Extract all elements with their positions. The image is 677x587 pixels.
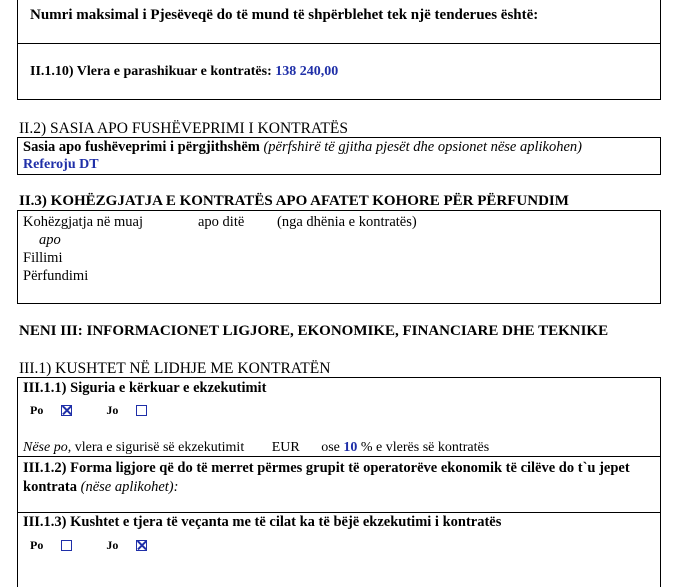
estimated-value-row — [30, 64, 338, 80]
guarantee-percent-suffix: % e vlerës së kontratës — [360, 440, 490, 455]
scope-hint: (përfshirë të gjitha pjesët dhe opsionet nëse aplikohen) — [263, 139, 582, 155]
divider-iii12 — [18, 456, 660, 457]
legal-form-block — [23, 459, 653, 497]
legal-form-title: III.1.2) Forma ligjore që do të merret përmes grupit të operatorëve ekonomik të cilëve do t`u jepet kontrata — [23, 460, 630, 495]
from-award-label: (nga dhënia e kontratës) — [277, 214, 417, 230]
part-iii-title: NENI III: INFORMACIONET LIGJORE, EKONOMIKE, FINANCIARE DHE TEKNIKE — [19, 323, 609, 339]
divider-iii13 — [18, 512, 660, 513]
guarantee-currency: EUR — [271, 440, 300, 455]
guarantee-options — [30, 401, 147, 419]
top-box-divider — [18, 43, 660, 44]
scope-row — [23, 139, 582, 156]
scope-label: Sasia apo fushëveprimi i përgjithshëm — [23, 139, 260, 155]
guarantee-value-text: , vlera e sigurisë së ekzekutimit — [67, 440, 245, 455]
other-conditions-options — [30, 536, 147, 554]
max-lots-label: Numri maksimal i Pjesëveqë do të mund të shpërblehet tek një tenderues është: — [30, 7, 539, 23]
or-label: apo — [39, 232, 61, 248]
guarantee-no-checkbox[interactable] — [136, 405, 147, 416]
section-iii1-title: III.1) KUSHTET NË LIDHJE ME KONTRATËN — [19, 360, 331, 377]
guarantee-yes-label: Po — [30, 403, 44, 417]
guarantee-title: III.1.1) Siguria e kërkuar e ekzekutimit — [23, 380, 267, 396]
guarantee-or: ose — [321, 440, 340, 455]
section-ii3-box — [17, 210, 661, 304]
other-yes-checkbox[interactable] — [61, 540, 72, 551]
duration-label: Kohëzgjatja në muaj — [23, 214, 143, 230]
other-conditions-title: III.1.3) Kushtet e tjera të veçanta me të cilat ka të bëjë ekzekutimi i kontratës — [23, 514, 502, 530]
other-yes-label: Po — [30, 538, 44, 552]
section-iii1-box — [17, 377, 661, 587]
top-box — [17, 0, 661, 100]
guarantee-percent: 10 — [343, 440, 358, 455]
section-ii2-box — [17, 137, 661, 175]
guarantee-value-row — [23, 440, 489, 456]
guarantee-yes-checkbox[interactable] — [61, 405, 72, 416]
guarantee-no-label: Jo — [106, 403, 119, 417]
legal-form-hint: (nëse aplikohet): — [80, 479, 179, 495]
scope-value: Referoju DT — [23, 157, 99, 172]
section-ii2-title: II.2) SASIA APO FUSHËVEPRIMI I KONTRATËS — [19, 120, 348, 137]
end-label: Përfundimi — [23, 268, 89, 284]
estimated-value: 138 240,00 — [275, 64, 339, 79]
or-days-label: apo ditë — [198, 214, 245, 230]
other-no-label: Jo — [106, 538, 119, 552]
if-yes-label: Nëse po — [23, 440, 68, 455]
section-ii3-title: II.3) KOHËZGJATJA E KONTRATËS APO AFATET KOHORE PËR PËRFUNDIM — [19, 193, 569, 209]
start-label: Fillimi — [23, 250, 63, 266]
other-no-checkbox[interactable] — [136, 540, 147, 551]
estimated-value-label: II.1.10) Vlera e parashikuar e kontratës: — [30, 64, 272, 79]
